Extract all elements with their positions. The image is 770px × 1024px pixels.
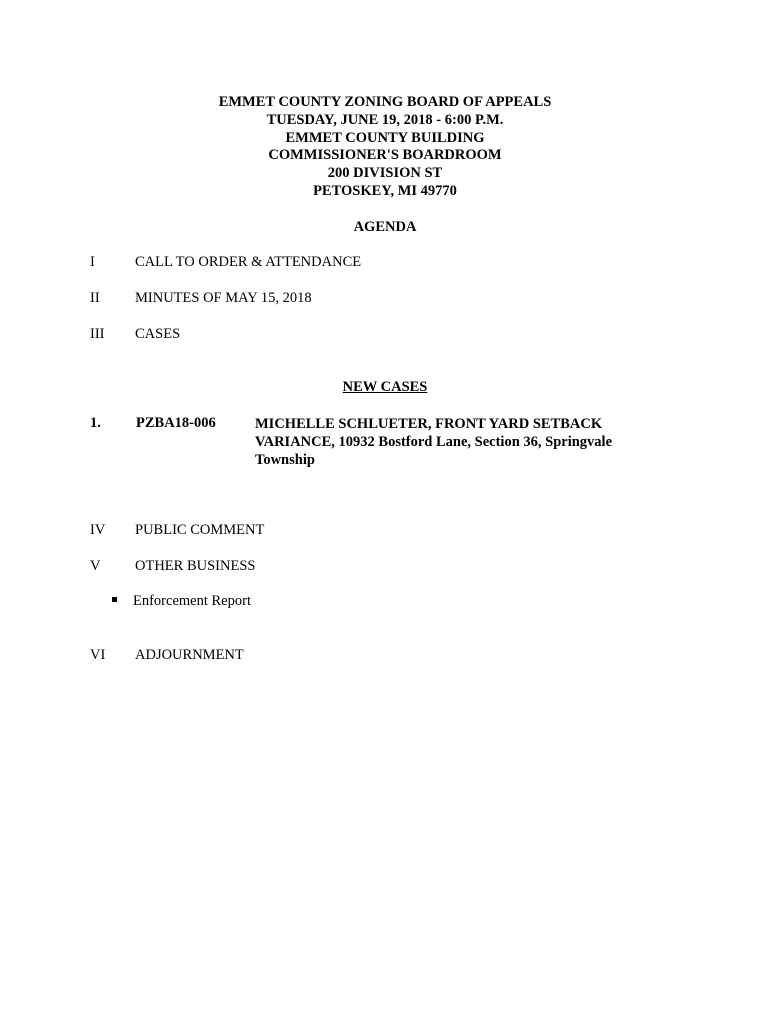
- header-city: PETOSKEY, MI 49770: [313, 182, 457, 199]
- agenda-item-number: VI: [90, 647, 106, 663]
- case-number: 1.: [90, 415, 101, 431]
- header-room: COMMISSIONER'S BOARDROOM: [268, 147, 502, 164]
- header-date: TUESDAY, JUNE 19, 2018 - 6:00 P.M.: [266, 111, 504, 128]
- agenda-item-number: II: [90, 290, 100, 306]
- square-bullet-icon: [112, 597, 117, 602]
- document-header: [0, 94, 770, 201]
- agenda-item-cases: [90, 326, 180, 343]
- agenda-item-label: CASES: [135, 326, 181, 342]
- case-description: MICHELLE SCHLUETER, FRONT YARD SETBACK VARIANCE, 10932 Bostford Lane, Section 36, Springvale Township: [255, 416, 613, 468]
- bullet-item-enforcement-report: [112, 593, 251, 610]
- agenda-item-label: OTHER BUSINESS: [135, 558, 256, 574]
- agenda-item-label: CALL TO ORDER & ATTENDANCE: [135, 254, 362, 270]
- agenda-item-number: IV: [90, 522, 106, 538]
- agenda-item-public-comment: [90, 522, 264, 539]
- agenda-item-number: I: [90, 254, 95, 270]
- new-cases-heading: NEW CASES: [342, 379, 428, 395]
- agenda-item-other-business: [90, 558, 255, 575]
- header-title: EMMET COUNTY ZONING BOARD OF APPEALS: [218, 94, 552, 110]
- agenda-item-call-to-order: [90, 254, 361, 271]
- agenda-item-adjournment: [90, 647, 244, 664]
- agenda-item-number: III: [90, 326, 105, 342]
- agenda-item-label: MINUTES OF MAY 15, 2018: [135, 290, 312, 306]
- case-id: PZBA18-006: [136, 415, 216, 431]
- agenda-item-label: PUBLIC COMMENT: [135, 522, 265, 538]
- header-building: EMMET COUNTY BUILDING: [285, 129, 485, 146]
- agenda-item-label: ADJOURNMENT: [135, 647, 244, 663]
- agenda-item-minutes: [90, 290, 312, 307]
- bullet-item-label: Enforcement Report: [133, 593, 251, 609]
- header-street: 200 DIVISION ST: [327, 165, 443, 182]
- agenda-title: AGENDA: [353, 219, 417, 235]
- agenda-item-number: V: [90, 558, 101, 574]
